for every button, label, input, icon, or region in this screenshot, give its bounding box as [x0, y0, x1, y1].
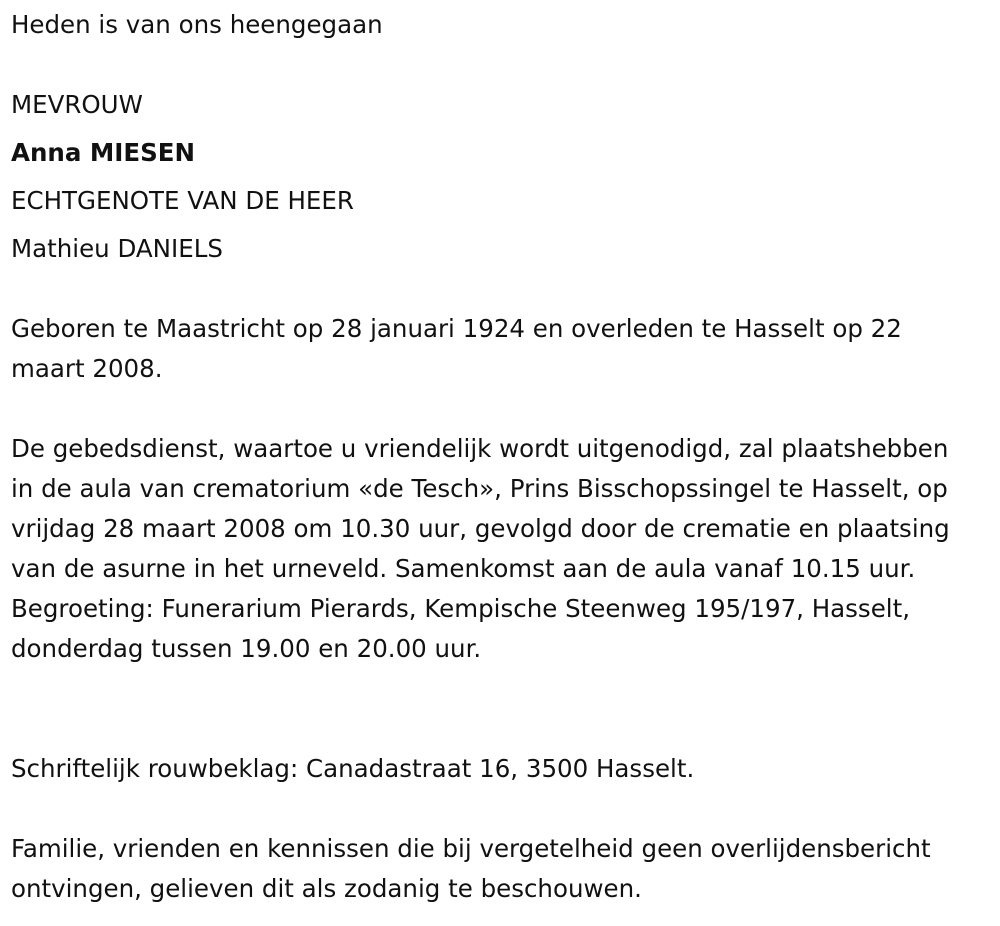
closing-paragraph: Familie, vrienden en kennissen die bij vergetelheid geen overlijdensbericht ontvingen, gelieven dit als zodanig te beschouwen. [11, 834, 931, 903]
honorific-title: MEVROUW [11, 90, 143, 119]
service-paragraph: De gebedsdienst, waartoe u vriendelijk wordt uitgenodigd, zal plaatshebben in de aula van crematorium «de Tesch», Prins Bisschopssingel te Hasselt, op vrijdag 28 maart 2008 om 10.30 uur, gevolgd door de crematie en plaatsing van de asurne in het urneveld. Samenkomst aan de aula vanaf 10.15 uur. Begroeting: Funerarium Pierards, Kempische Steenweg 195/197, Hasselt, donderdag tussen 19.00 en 20.00 uur. [11, 434, 950, 663]
relation-text: ECHTGENOTE VAN DE HEER [11, 186, 354, 215]
condolence-address: Schriftelijk rouwbeklag: Canadastraat 16, 3500 Hasselt. [11, 754, 695, 783]
intro-text: Heden is van ons heengegaan [11, 10, 383, 39]
spouse-name: Mathieu DANIELS [11, 234, 223, 263]
birth-death-paragraph: Geboren te Maastricht op 28 januari 1924 en overleden te Hasselt op 22 maart 2008. [11, 314, 902, 383]
deceased-name: Anna MIESEN [11, 138, 196, 167]
